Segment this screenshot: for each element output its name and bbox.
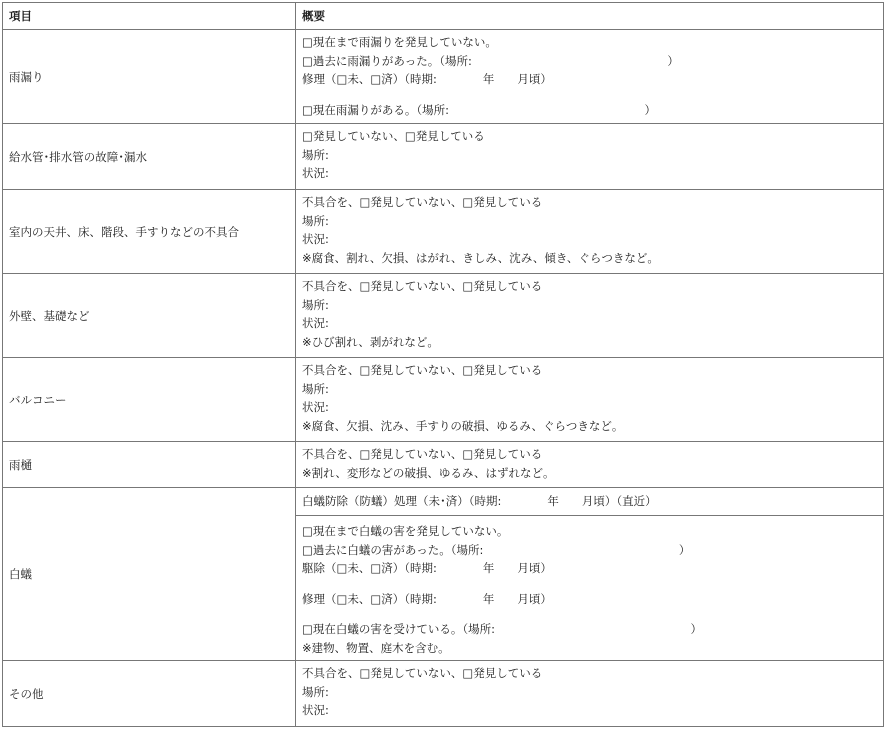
summary-line: 不具合を、□発見していない、□発見している	[302, 447, 543, 461]
table-row	[3, 30, 884, 124]
summary-line: 状況:	[302, 316, 329, 330]
item-cell: 白蟻	[3, 488, 296, 661]
table-row	[3, 274, 884, 358]
summary-line: 不具合を、□発見していない、□発見している	[302, 363, 543, 377]
summary-line: □現在まで雨漏りを発見していない。	[302, 35, 497, 49]
item-cell: 給水管･排水管の故障･漏水	[3, 124, 296, 190]
summary-line: 状況:	[302, 400, 329, 414]
summary-line: 不具合を、□発見していない、□発見している	[302, 279, 543, 293]
summary-line	[302, 608, 877, 620]
summary-line: 場所:	[302, 213, 329, 228]
summary-cell	[296, 30, 884, 124]
summary-cell	[296, 358, 884, 442]
summary-line: 白蟻防除（防蟻）処理（未･済）（時期: 年 月頃）（直近）	[302, 494, 657, 509]
disclosure-table	[2, 2, 884, 727]
table-row	[3, 190, 884, 274]
summary-line: □発見していない、□発見している	[302, 129, 485, 143]
item-cell: 雨漏り	[3, 30, 296, 124]
summary-line: ※建物、物置、庭木を含む。	[302, 640, 450, 655]
item-cell: 室内の天井、床、階段、手すりなどの不具合	[3, 190, 296, 274]
summary-line: 場所:	[302, 147, 329, 162]
item-cell: 雨樋	[3, 442, 296, 488]
summary-line: □現在白蟻の害を受けている。（場所: ）	[302, 622, 702, 636]
summary-line: 状況:	[302, 232, 329, 246]
summary-line: □過去に雨漏りがあった。（場所: ）	[302, 53, 679, 68]
summary-cell	[296, 124, 884, 190]
table-row	[3, 124, 884, 190]
summary-cell	[296, 274, 884, 358]
summary-line	[302, 89, 877, 101]
summary-cell	[296, 661, 884, 727]
summary-line: ※腐食、欠損、沈み、手すりの破損、ゆるみ、ぐらつきなど。	[302, 418, 624, 433]
summary-line: 状況:	[302, 166, 329, 180]
table-row	[3, 358, 884, 442]
table-row	[3, 442, 884, 488]
summary-line: ※割れ、変形などの破損、ゆるみ、はずれなど。	[302, 465, 555, 480]
item-cell: その他	[3, 661, 296, 727]
summary-cell	[296, 516, 884, 661]
table-row	[3, 488, 884, 516]
summary-cell	[296, 190, 884, 274]
summary-line: 不具合を、□発見していない、□発見している	[302, 666, 543, 680]
summary-line: 場所:	[302, 297, 329, 312]
summary-line: □過去に白蟻の害があった。（場所: ）	[302, 542, 691, 557]
summary-line: □現在まで白蟻の害を発見していない。	[302, 524, 509, 538]
summary-line: 修理（□未、□済）（時期: 年 月頃）	[302, 591, 552, 606]
summary-line: ※ひび割れ、剥がれなど。	[302, 334, 439, 349]
table-row	[3, 661, 884, 727]
summary-cell	[296, 442, 884, 488]
table-header-row	[3, 3, 884, 30]
item-cell: 外壁、基礎など	[3, 274, 296, 358]
summary-line: □現在雨漏りがある。（場所: ）	[302, 102, 656, 117]
summary-line: ※腐食、割れ、欠損、はがれ、きしみ、沈み、傾き、ぐらつきなど。	[302, 250, 659, 265]
summary-line: 駆除（□未、□済）（時期: 年 月頃）	[302, 561, 552, 575]
summary-line: 場所:	[302, 381, 329, 396]
summary-cell	[296, 488, 884, 516]
header-summary: 概要	[296, 3, 884, 30]
header-item: 項目	[3, 3, 296, 30]
summary-line	[302, 578, 877, 590]
summary-line: 修理（□未、□済）（時期: 年 月頃）	[302, 72, 552, 86]
summary-line: 不具合を、□発見していない、□発見している	[302, 195, 543, 209]
summary-line: 場所:	[302, 684, 329, 699]
item-cell: バルコニー	[3, 358, 296, 442]
summary-line: 状況:	[302, 703, 329, 717]
